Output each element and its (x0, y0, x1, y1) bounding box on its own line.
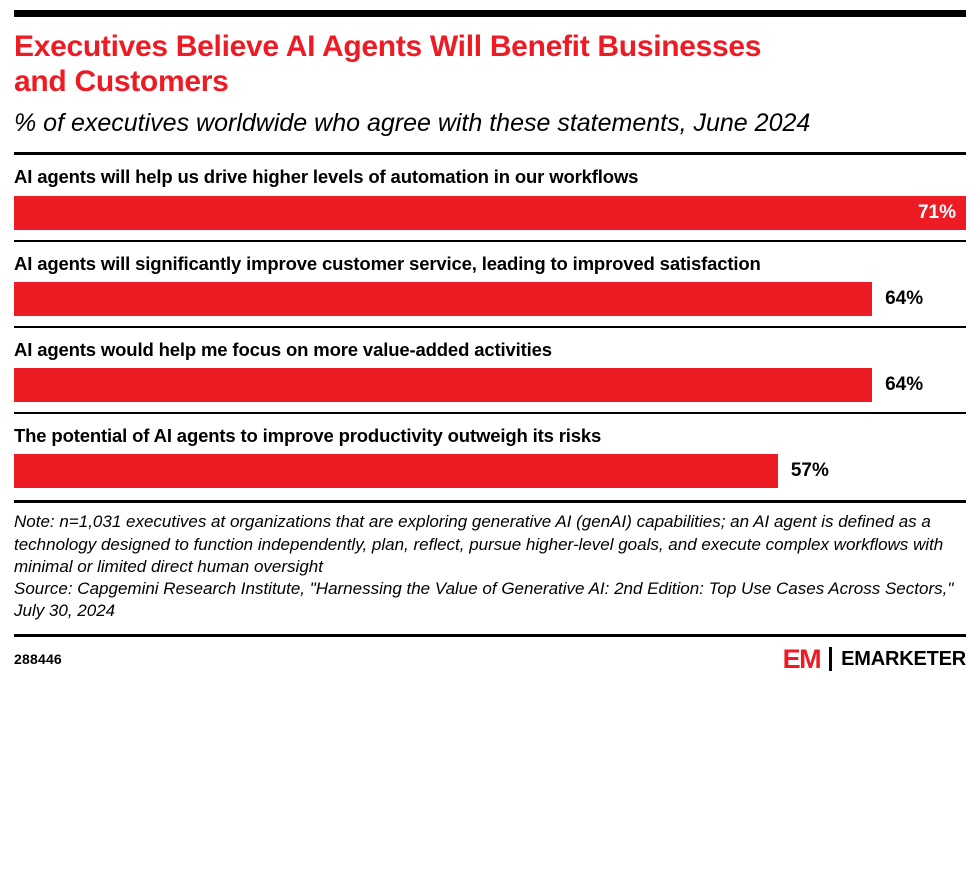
bar-fill (14, 196, 966, 230)
top-divider (14, 10, 966, 17)
bar-value-label: 64% (885, 287, 924, 309)
brand-divider-icon (829, 647, 832, 671)
table-row (14, 454, 966, 488)
brand-logo (783, 644, 966, 675)
bar-chart (14, 165, 966, 488)
bar-value-label: 71% (917, 201, 956, 223)
chart-title: Executives Believe AI Agents Will Benefit Businesses and Customers (14, 30, 762, 99)
footer (14, 644, 966, 675)
bar-fill (14, 368, 872, 402)
chart-id: 288446 (14, 651, 62, 668)
footer-divider (14, 634, 966, 637)
chart-notes (14, 511, 966, 621)
bar-fill (14, 282, 872, 316)
bar-group (14, 252, 966, 328)
bar-group (14, 338, 966, 414)
bar-group-divider (14, 326, 966, 328)
bar-group-divider (14, 412, 966, 414)
notes-divider (14, 500, 966, 503)
table-row (14, 196, 966, 230)
bar-group (14, 165, 966, 241)
chart-subtitle: % of executives worldwide who agree with these statements, June 2024 (14, 108, 811, 137)
header-divider (14, 152, 966, 155)
table-row (14, 282, 966, 316)
bar-value-label: 57% (790, 460, 829, 482)
bar-category-label: AI agents will significantly improve customer service, leading to improved satisfaction (14, 252, 761, 274)
source-text: Source: Capgemini Research Institute, "Harnessing the Value of Generative AI: 2nd Edition: Top Use Cases Across Sectors," July 30, 2024 (14, 578, 954, 620)
bar-category-label: AI agents will help us drive higher levels of automation in our workflows (14, 166, 639, 188)
bar-category-label: AI agents would help me focus on more value-added activities (14, 338, 552, 360)
table-row (14, 368, 966, 402)
bar-category-label: The potential of AI agents to improve productivity outweigh its risks (14, 425, 602, 447)
bar-group (14, 424, 966, 488)
chart-page (0, 10, 980, 880)
emarketer-monogram-icon: EM (782, 643, 821, 674)
bar-value-label: 64% (885, 374, 924, 396)
bar-fill (14, 454, 778, 488)
brand-wordmark: EMARKETER (841, 647, 966, 670)
note-text: Note: n=1,031 executives at organizations that are exploring generative AI (genAI) capabilities; an AI agent is defined as a technology designed to function independently, plan, reflect, pursue higher-level goals, and execute complex workflows with minimal or limited direct human oversight (14, 512, 944, 576)
bar-group-divider (14, 240, 966, 242)
